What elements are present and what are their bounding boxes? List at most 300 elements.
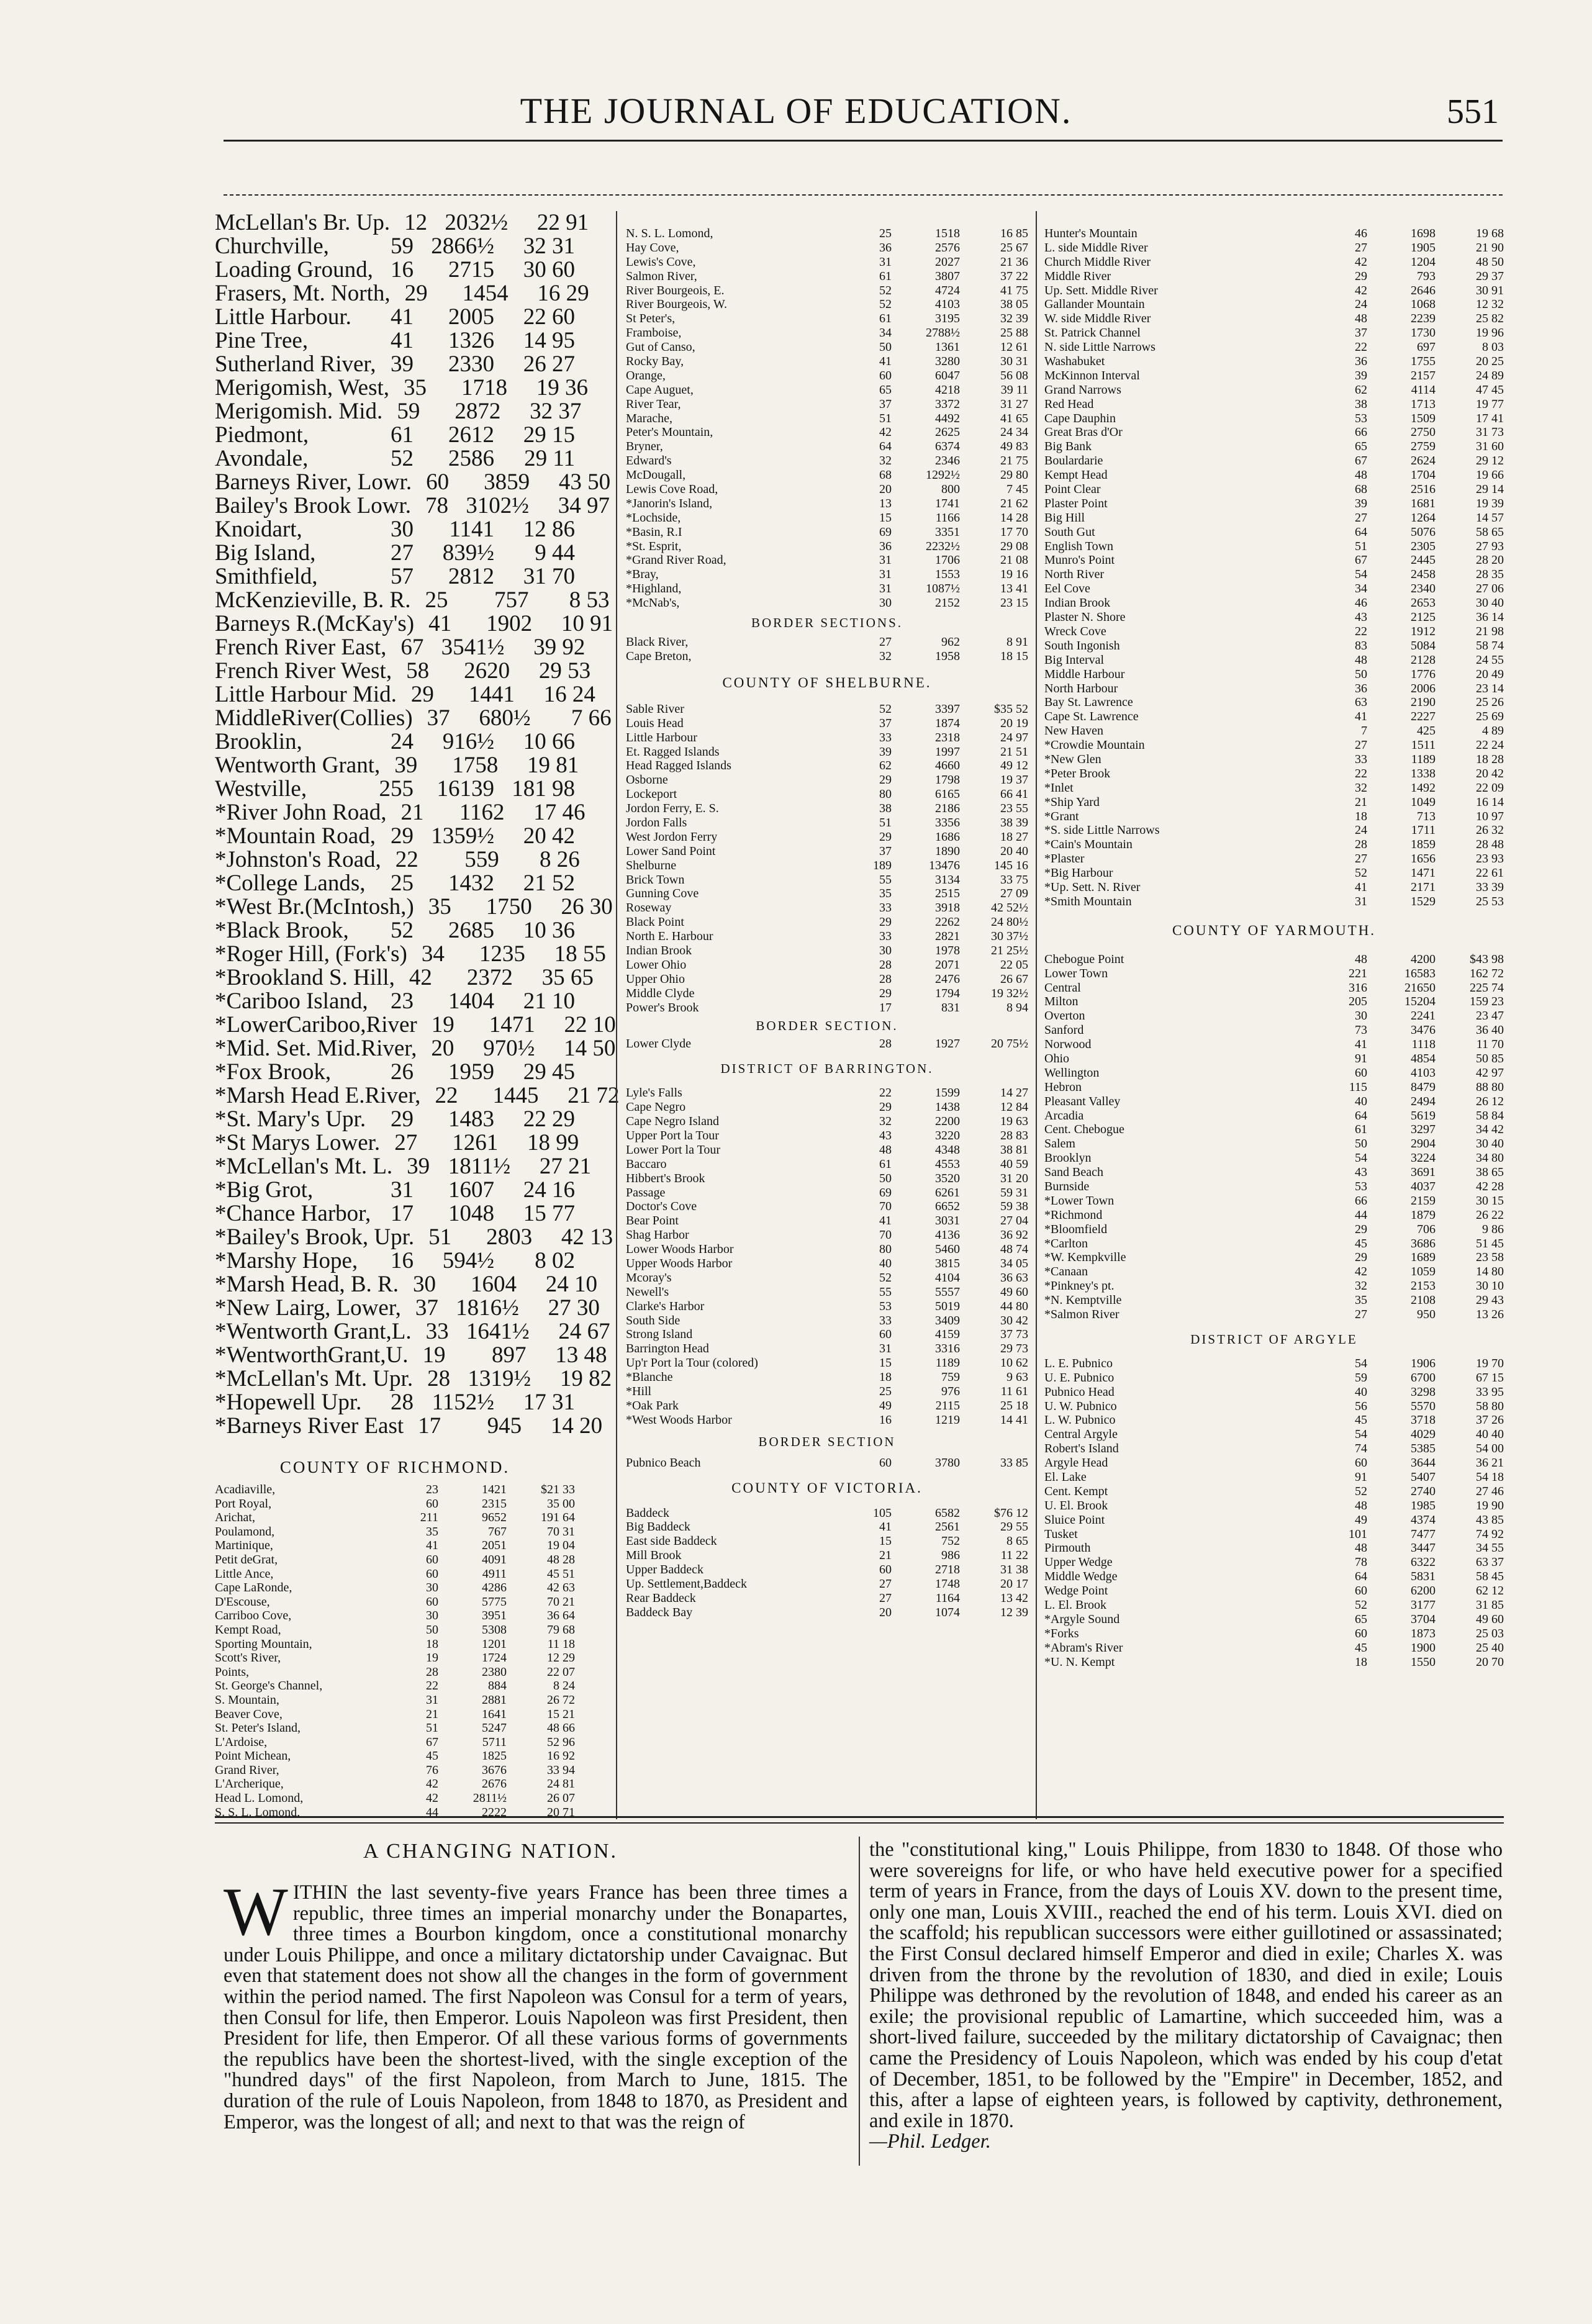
grant-amount: 21 52	[523, 870, 575, 896]
attendance-days: 831	[941, 1000, 960, 1015]
grant-amount: 162 72	[1470, 966, 1504, 980]
pupil-count: 36	[879, 539, 892, 553]
section-name: Hunter's Mountain	[1044, 227, 1137, 240]
grant-amount: 41 75	[1000, 283, 1028, 297]
attendance-days: 6374	[935, 440, 960, 454]
attendance-days: 2625	[935, 425, 960, 440]
attendance-days: 1811½	[448, 1154, 511, 1179]
table-row	[1044, 511, 1504, 525]
table-row	[626, 1172, 1028, 1186]
grant-amount: 26 07	[547, 1791, 575, 1806]
grant-amount: 58 80	[1476, 1399, 1504, 1413]
attendance-days: 1959	[448, 1059, 494, 1085]
attendance-days: 3280	[935, 355, 960, 369]
attendance-days: 13476	[929, 858, 960, 872]
section-name: Church Middle River	[1044, 255, 1151, 269]
pupil-count: 30	[879, 943, 892, 957]
table-row	[1044, 880, 1504, 895]
table-row	[626, 369, 1028, 383]
pupil-count: 39	[394, 753, 418, 778]
pupil-count: 31	[879, 567, 892, 582]
grant-amount: 12 29	[547, 1651, 575, 1665]
grant-amount: 39 92	[533, 635, 586, 660]
attendance-days: 2685	[448, 918, 494, 943]
section-name: Wedge Point	[1044, 1584, 1108, 1598]
section-name: Carriboo Cove,	[215, 1609, 292, 1623]
grant-amount: 35 00	[547, 1496, 575, 1511]
table-row	[1044, 995, 1504, 1009]
pupil-count: 26	[391, 1059, 414, 1085]
pupil-count: 58	[406, 658, 430, 684]
section-name: South Side	[626, 1313, 681, 1327]
table-row	[1044, 425, 1504, 440]
table-row	[1044, 795, 1504, 810]
table-row	[626, 1143, 1028, 1157]
section-name: L'Ardoise,	[215, 1735, 268, 1749]
table-row	[1044, 1165, 1504, 1180]
attendance-days: 1698	[1411, 227, 1436, 240]
grant-amount: 18 55	[554, 941, 606, 967]
attendance-days: 1816½	[456, 1295, 519, 1321]
section-name: Cent. Chebogue	[1044, 1123, 1124, 1137]
attendance-days: 1599	[935, 1086, 960, 1100]
section-name: Jordon Falls	[626, 815, 687, 830]
table-row	[626, 454, 1028, 468]
attendance-days: 2115	[935, 1398, 960, 1413]
pupil-count: 18	[879, 1370, 892, 1385]
section-name: Petit deGrat,	[215, 1552, 278, 1567]
grant-amount: 26 67	[1000, 972, 1028, 986]
section-name: Middle Wedge	[1044, 1570, 1118, 1584]
table-row	[1044, 1641, 1504, 1655]
table-row	[626, 425, 1028, 440]
table-row	[1044, 1009, 1504, 1023]
table-row	[626, 745, 1028, 759]
table-row	[1044, 1080, 1504, 1095]
pupil-count: 41	[391, 328, 414, 353]
table-row	[215, 1651, 575, 1665]
table-row	[1044, 753, 1504, 767]
attendance-days: 1201	[482, 1637, 507, 1651]
grant-amount: 36 14	[1476, 610, 1504, 625]
pupil-count: 30	[391, 517, 414, 542]
grant-amount: 22 60	[523, 304, 575, 330]
section-name: *Marsh Head E.River,	[215, 1083, 421, 1108]
grant-amount: 28 35	[1476, 567, 1504, 582]
grant-amount: 36 40	[1476, 1023, 1504, 1038]
pupil-count: 48	[1355, 468, 1367, 482]
grant-amount: 145 16	[994, 858, 1028, 872]
grant-amount: 48 28	[547, 1552, 575, 1567]
table-row	[626, 915, 1028, 929]
section-name: Pleasant Valley	[1044, 1094, 1121, 1108]
section-name: Lower Sand Point	[626, 844, 716, 858]
grant-amount: 8 26	[540, 847, 580, 872]
pupil-count: 27	[391, 540, 414, 566]
attendance-days: 1776	[1411, 667, 1436, 681]
pupil-count: 37	[879, 844, 892, 858]
pupil-count: 62	[1355, 382, 1367, 397]
pupil-count: 22	[879, 1086, 892, 1100]
attendance-days: 5619	[1411, 1108, 1436, 1123]
attendance-days: 5557	[935, 1285, 960, 1299]
section-name: *West Woods Harbor	[626, 1413, 732, 1427]
table-row	[626, 227, 1028, 241]
grant-amount: 32 37	[530, 399, 582, 424]
grant-amount: 19 39	[1476, 496, 1504, 510]
table-row	[215, 1735, 575, 1750]
grant-amount: 30 40	[1476, 1137, 1504, 1151]
attendance-days: 4374	[1411, 1512, 1436, 1527]
attendance-days: 5385	[1411, 1442, 1436, 1456]
section-name: *WentworthGrant,U.	[215, 1342, 409, 1368]
section-name: French River East,	[215, 635, 387, 660]
attendance-days: 6200	[1411, 1584, 1436, 1598]
attendance-days: 3351	[935, 525, 960, 539]
section-name: *Wentworth Grant,L.	[215, 1319, 412, 1344]
attendance-days: 1471	[489, 1012, 535, 1038]
section-name: Middle Clyde	[626, 986, 695, 1000]
section-name: Big Baddeck	[626, 1520, 690, 1534]
section-name: *St. Mary's Upr.	[215, 1106, 366, 1132]
section-name: L. El. Brook	[1044, 1598, 1106, 1612]
pupil-count: 24	[1355, 297, 1367, 312]
attendance-days: 4091	[482, 1552, 507, 1567]
attendance-days: 1750	[486, 894, 532, 920]
attendance-days: 1997	[935, 744, 960, 759]
table-row	[1044, 1023, 1504, 1038]
attendance-days: 1511	[1411, 738, 1436, 753]
section-name: Central	[1044, 980, 1081, 995]
attendance-days: 1748	[935, 1577, 960, 1591]
grant-amount: 31 60	[1476, 440, 1504, 454]
pupil-count: 60	[426, 469, 450, 495]
section-name: Baccaro	[626, 1157, 667, 1171]
table-row	[626, 440, 1028, 454]
table-row	[215, 1777, 575, 1791]
pupil-count: 51	[879, 411, 892, 425]
grant-amount: 49 60	[1000, 1285, 1028, 1299]
grant-amount: 225 74	[1470, 980, 1504, 995]
pupil-count: 33	[879, 929, 892, 944]
table-row	[215, 1036, 616, 1061]
attendance-days: 6652	[935, 1200, 960, 1214]
attendance-days: 1689	[1411, 1250, 1436, 1265]
table-row	[1044, 1527, 1504, 1542]
grant-amount: 18 28	[1476, 752, 1504, 766]
attendance-days: 2071	[935, 957, 960, 972]
attendance-days: 1432	[448, 870, 494, 896]
pupil-count: 31	[879, 255, 892, 269]
pupil-count: 27	[1355, 852, 1367, 866]
pupil-count: 80	[879, 787, 892, 802]
attendance-days: 2005	[448, 304, 494, 330]
section-name: Eel Cove	[1044, 582, 1090, 596]
grant-amount: 8 53	[569, 587, 610, 613]
pupil-count: 31	[391, 1177, 414, 1203]
table-row	[215, 210, 589, 235]
section-name: Sluice Point	[1044, 1512, 1105, 1527]
grant-amount: 36 63	[1000, 1270, 1028, 1285]
attendance-days: 5247	[482, 1721, 507, 1735]
column-divider-2	[1036, 211, 1037, 1819]
pupil-count: 42	[426, 1791, 438, 1806]
section-name: Sporting Mountain,	[215, 1637, 312, 1651]
section-name: *Salmon River	[1044, 1308, 1119, 1322]
grant-amount: 20 70	[1476, 1655, 1504, 1669]
table-row	[215, 1763, 575, 1778]
section-name: Big Hill	[1044, 510, 1085, 525]
pupil-count: 64	[1355, 1108, 1367, 1123]
grant-amount: 31 20	[1000, 1171, 1028, 1185]
pupil-count: 62	[879, 759, 892, 773]
grant-amount: 14 57	[1476, 510, 1504, 525]
pupil-count: 52	[1355, 866, 1367, 880]
pupil-count: 28	[427, 1366, 451, 1391]
grant-amount: 48 74	[1000, 1242, 1028, 1257]
table-row	[1044, 1123, 1504, 1137]
section-name: *Johnston's Road,	[215, 847, 381, 872]
section-name: Lewis's Cove,	[626, 255, 696, 269]
attendance-days: 7477	[1411, 1527, 1436, 1541]
table-row	[626, 1037, 1028, 1051]
attendance-days: 2759	[1411, 440, 1436, 454]
section-name: River Bourgeois, W.	[626, 297, 727, 312]
grant-amount: 20 49	[1476, 667, 1504, 681]
table-row	[626, 859, 1028, 873]
attendance-days: 1445	[492, 1083, 539, 1108]
grant-amount: 14 27	[1000, 1086, 1028, 1100]
table-row	[215, 1665, 575, 1680]
attendance-days: 2803	[486, 1224, 533, 1250]
table-row	[215, 1749, 575, 1763]
pupil-count: 18	[1355, 1655, 1367, 1669]
table-row	[626, 1342, 1028, 1356]
grant-amount: 14 20	[550, 1413, 603, 1439]
pupil-count: 17	[391, 1201, 414, 1226]
table-row	[626, 649, 1028, 664]
table-row	[215, 1083, 620, 1108]
attendance-days: 3859	[484, 469, 530, 495]
grant-amount: 23 58	[1476, 1250, 1504, 1265]
attendance-days: 793	[1417, 269, 1436, 283]
table-row	[215, 1497, 575, 1511]
attendance-days: 2006	[1411, 681, 1436, 695]
pupil-count: 34	[421, 941, 445, 967]
grant-amount: 33 94	[547, 1763, 575, 1777]
section-name: Bryner,	[626, 440, 663, 454]
attendance-days: 1641	[482, 1707, 507, 1721]
pupil-count: 189	[873, 858, 892, 872]
table-row	[215, 753, 579, 778]
pupil-count: 22	[426, 1679, 438, 1693]
table-row	[1044, 1038, 1504, 1052]
grant-amount: 18 99	[527, 1130, 579, 1155]
grant-amount: 38 65	[1476, 1165, 1504, 1180]
table-row	[1044, 667, 1504, 682]
section-name: MiddleRiver(Collies)	[215, 705, 413, 731]
section-name: Pubnico Beach	[626, 1455, 701, 1470]
grant-amount: 33 39	[1476, 880, 1504, 894]
pupil-count: 35	[1355, 1293, 1367, 1308]
section-name: McDougall,	[626, 468, 686, 482]
attendance-days: 1902	[486, 611, 533, 636]
attendance-days: 1483	[448, 1106, 494, 1132]
pupil-count: 50	[426, 1622, 438, 1637]
pupil-count: 29	[391, 1106, 414, 1132]
section-name: Up. Sett. Middle River	[1044, 283, 1158, 297]
grant-amount: 30 60	[523, 257, 575, 283]
grant-amount: 24 81	[547, 1777, 575, 1791]
grant-amount: 24 89	[1476, 368, 1504, 382]
attendance-days: 2128	[1411, 653, 1436, 667]
table-bottom-rule	[215, 1816, 1504, 1818]
table-row	[1044, 1485, 1504, 1499]
grant-amount: 63 37	[1476, 1555, 1504, 1570]
attendance-days: 3372	[935, 397, 960, 411]
grant-amount: 13 26	[1476, 1308, 1504, 1322]
attendance-days: 2576	[935, 240, 960, 255]
pupil-count: 19	[422, 1342, 446, 1368]
section-name: St. George's Channel,	[215, 1679, 323, 1693]
section-name: *Smith Mountain	[1044, 894, 1132, 908]
pupil-count: 33	[879, 1313, 892, 1327]
table-row	[215, 1154, 592, 1179]
grant-amount: 19 66	[1476, 468, 1504, 482]
table-bottom-rule-2	[215, 1822, 1504, 1824]
attendance-days: 4348	[935, 1142, 960, 1157]
pupil-count: 60	[426, 1496, 438, 1511]
attendance-days: 1319½	[468, 1366, 531, 1391]
section-name: *Cain's Mountain	[1044, 838, 1133, 852]
attendance-days: 3951	[482, 1609, 507, 1623]
grant-amount: 37 22	[1000, 269, 1028, 283]
table-row	[215, 1679, 575, 1693]
section-name: Kempt Head	[1044, 468, 1108, 482]
attendance-days: 1686	[935, 830, 960, 844]
grant-amount: 32 39	[1000, 312, 1028, 326]
section-name: St. Peter's Island,	[215, 1721, 301, 1735]
pupil-count: 42	[1355, 255, 1367, 269]
pupil-count: 36	[1355, 681, 1367, 695]
section-name: Merigomish. Mid.	[215, 399, 383, 424]
attendance-days: 3134	[935, 872, 960, 887]
table-row	[215, 1130, 579, 1155]
section-name: Upper Port la Tour	[626, 1128, 719, 1142]
attendance-days: 2718	[935, 1563, 960, 1577]
grant-amount: 59 38	[1000, 1200, 1028, 1214]
section-name: St Peter's,	[626, 312, 676, 326]
table-row	[215, 777, 575, 801]
table-row	[1044, 269, 1504, 284]
table-row	[1044, 1655, 1504, 1670]
section-name: N. side Little Narrows	[1044, 340, 1156, 355]
attendance-days: 1900	[1411, 1640, 1436, 1655]
table-row	[626, 1520, 1028, 1534]
pupil-count: 23	[426, 1483, 438, 1496]
grant-amount: 37 73	[1000, 1327, 1028, 1342]
section-name: Peter's Mountain,	[626, 425, 713, 440]
table-row	[1044, 1357, 1504, 1371]
section-name: Barneys R.(McKay's)	[215, 611, 415, 636]
attendance-days: 1879	[1411, 1208, 1436, 1222]
table-row	[1044, 312, 1504, 326]
pupil-count: 73	[1355, 1023, 1367, 1038]
attendance-days: 3644	[1411, 1456, 1436, 1470]
grant-amount: 19 16	[1000, 567, 1028, 582]
table-row	[626, 412, 1028, 426]
section-name: Central Argyle	[1044, 1427, 1118, 1442]
pupil-count: 41	[428, 611, 452, 636]
attendance-days: 2125	[1411, 610, 1436, 625]
pupil-count: 28	[879, 957, 892, 972]
grant-amount: 12 61	[1000, 340, 1028, 355]
attendance-days: 1166	[935, 510, 960, 525]
section-name: *Hill	[626, 1385, 652, 1399]
pupil-count: 40	[1355, 1094, 1367, 1108]
attendance-days: 2171	[1411, 880, 1436, 894]
table-row	[626, 582, 1028, 596]
table-row	[626, 702, 1028, 717]
grant-amount: 38 81	[1000, 1142, 1028, 1157]
pupil-count: 30	[412, 1272, 436, 1297]
table-row	[626, 717, 1028, 731]
grant-amount: 44 80	[1000, 1299, 1028, 1313]
grant-amount: 43 85	[1476, 1512, 1504, 1527]
table-row	[626, 1271, 1028, 1285]
attendance-days: 897	[491, 1342, 527, 1368]
table-row	[626, 1506, 1028, 1521]
pupil-count: 37	[415, 1295, 438, 1321]
grant-amount: 31 27	[1000, 397, 1028, 411]
section-name: Hebron	[1044, 1080, 1082, 1094]
column-divider-1	[616, 211, 617, 1819]
attendance-days: 2458	[1411, 567, 1436, 582]
article-right-text: the "constitutional king," Louis Philippe, from 1830 to 1848. Of those who were sovereigns for life, or who have held executive power for a specified term of years in France, from the days of Louis XV. down to the present time, only one man, Louis XVIII., reached the end of his term. Louis XVI. died on the scaffold; his republican successors were either guillotined or assassinated; the First Consul declared himself Emperor and died in exile; Charles X. was driven from the throne by the revolution of 1830, and died in exile; Louis Philippe was dethroned by the revolution of 1848, and ended his career as an exile; the provisional republic of Lamartine, which succeeded him, was a short-lived failure, succeeded by the military dictatorship of Cavaignac; then came the Presidency of Louis Napoleon, which was ended by his coup d'etat of December, 1851, to be followed by the "Empire" in December, 1852, and this, after a lapse of eighteen years, is followed by captivity, dethronement, and exile in 1870.	[869, 1838, 1503, 2132]
pupil-count: 20	[431, 1036, 455, 1061]
grant-amount: 43 50	[558, 469, 611, 495]
section-name: Arichat,	[215, 1511, 255, 1525]
pupil-count: 42	[1355, 1265, 1367, 1279]
section-name: Port Royal,	[215, 1496, 272, 1511]
attendance-days: 1704	[1411, 468, 1436, 482]
pupil-count: 38	[1355, 397, 1367, 411]
section-name: *Peter Brook	[1044, 766, 1111, 780]
table-row	[215, 399, 582, 424]
attendance-days: 2812	[448, 564, 494, 589]
grant-amount: 24 80½	[991, 915, 1028, 929]
grant-amount: 30 37½	[991, 929, 1028, 944]
section-name: Upper Woods Harbor	[626, 1257, 733, 1270]
attendance-days: 4660	[935, 759, 960, 773]
grant-amount: 27 93	[1476, 539, 1504, 553]
grant-amount: 20 19	[1000, 716, 1028, 730]
pupil-count: 22	[395, 847, 418, 872]
grant-amount: 191 64	[541, 1511, 575, 1525]
pupil-count: 48	[879, 1142, 892, 1157]
attendance-days: 1730	[1411, 326, 1436, 340]
grant-amount: 11 22	[1000, 1549, 1028, 1563]
attendance-days: 2494	[1411, 1094, 1436, 1108]
table-row	[1044, 1470, 1504, 1485]
pupil-count: 42	[879, 425, 892, 440]
table-row	[1044, 895, 1504, 909]
pupil-count: 35	[879, 887, 892, 901]
section-name: Wellington	[1044, 1065, 1100, 1080]
grant-amount: 15 77	[523, 1201, 575, 1226]
grant-amount: $76 12	[994, 1506, 1028, 1520]
grant-amount: 20 71	[547, 1805, 575, 1819]
